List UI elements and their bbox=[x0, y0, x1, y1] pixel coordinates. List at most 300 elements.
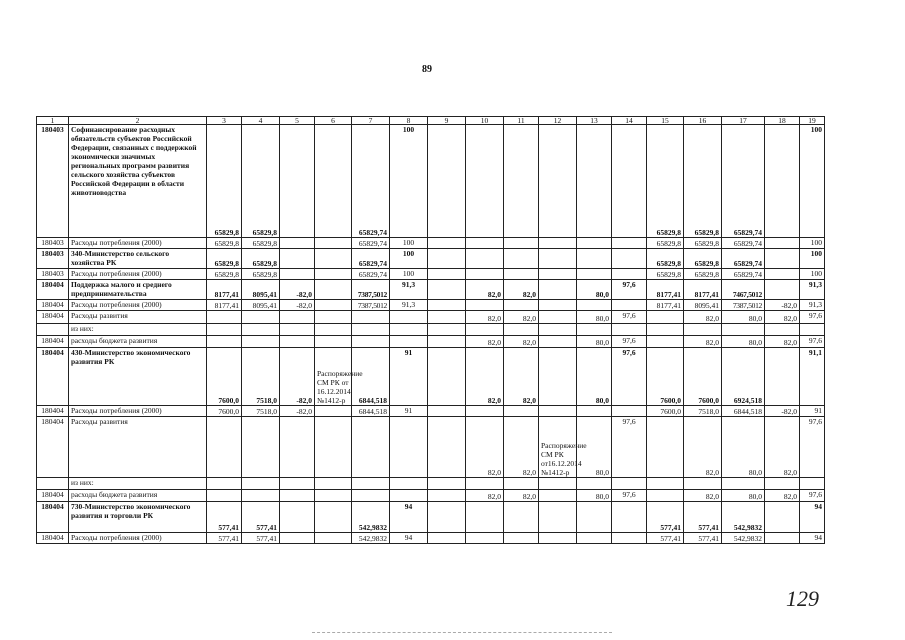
table-row bbox=[37, 300, 825, 311]
cell-col-3: 65829,8 bbox=[207, 238, 242, 249]
cell-col-8 bbox=[390, 324, 428, 336]
cell-col-13 bbox=[577, 324, 612, 336]
header-cell: 14 bbox=[612, 117, 647, 125]
cell-col-18: -82,0 bbox=[765, 300, 800, 311]
cell-col-11: 82,0 bbox=[504, 348, 539, 406]
cell-col-9 bbox=[428, 348, 466, 406]
cell-col-12: Распоряжение СМ РК от16.12.2014 №1412-р bbox=[539, 417, 577, 478]
cell-col-18 bbox=[765, 280, 800, 300]
table-row bbox=[37, 336, 825, 348]
cell-col-11 bbox=[504, 300, 539, 311]
cell-col-19: 97,6 bbox=[800, 336, 825, 348]
cell-col-16: 82,0 bbox=[684, 417, 722, 478]
cell-col-3: 577,41 bbox=[207, 502, 242, 533]
cell-col-19: 97,6 bbox=[800, 417, 825, 478]
cell-col-16: 65829,8 bbox=[684, 238, 722, 249]
cell-col-18: 82,0 bbox=[765, 417, 800, 478]
cell-col-10 bbox=[466, 406, 504, 417]
header-cell: 4 bbox=[242, 117, 280, 125]
cell-col-11 bbox=[504, 406, 539, 417]
row-name: Расходы потребления (2000) bbox=[69, 533, 207, 544]
header-cell: 9 bbox=[428, 117, 466, 125]
cell-col-15: 577,41 bbox=[647, 502, 684, 533]
cell-col-17: 6924,518 bbox=[722, 348, 765, 406]
cell-col-11 bbox=[504, 249, 539, 269]
cell-col-14 bbox=[612, 238, 647, 249]
cell-col-9 bbox=[428, 417, 466, 478]
cell-col-9 bbox=[428, 238, 466, 249]
row-code: 180404 bbox=[37, 417, 69, 478]
table-row bbox=[37, 269, 825, 280]
header-cell: 17 bbox=[722, 117, 765, 125]
cell-col-15 bbox=[647, 478, 684, 490]
cell-col-4: 577,41 bbox=[242, 502, 280, 533]
cell-col-4 bbox=[242, 324, 280, 336]
cell-col-18 bbox=[765, 348, 800, 406]
cell-col-17 bbox=[722, 478, 765, 490]
cell-col-11: 82,0 bbox=[504, 280, 539, 300]
cell-col-19: 94 bbox=[800, 533, 825, 544]
table-row bbox=[37, 502, 825, 533]
cell-col-10 bbox=[466, 502, 504, 533]
cell-col-9 bbox=[428, 269, 466, 280]
cell-col-7: 6844,518 bbox=[352, 406, 390, 417]
cell-col-12 bbox=[539, 238, 577, 249]
table-row bbox=[37, 280, 825, 300]
row-code: 180404 bbox=[37, 300, 69, 311]
header-cell: 11 bbox=[504, 117, 539, 125]
cell-col-16: 577,41 bbox=[684, 502, 722, 533]
cell-col-16: 65829,8 bbox=[684, 249, 722, 269]
cell-col-19: 100 bbox=[800, 249, 825, 269]
cell-col-16: 8095,41 bbox=[684, 300, 722, 311]
cell-col-13 bbox=[577, 300, 612, 311]
cell-col-11: 82,0 bbox=[504, 311, 539, 324]
cell-col-19: 97,6 bbox=[800, 490, 825, 502]
cell-col-15 bbox=[647, 490, 684, 502]
cell-col-16: 82,0 bbox=[684, 490, 722, 502]
row-code: 180403 bbox=[37, 249, 69, 269]
header-cell: 10 bbox=[466, 117, 504, 125]
cell-col-4: 577,41 bbox=[242, 533, 280, 544]
cell-col-9 bbox=[428, 324, 466, 336]
cell-col-16 bbox=[684, 324, 722, 336]
page-number: 89 bbox=[422, 64, 432, 75]
cell-col-7: 65829,74 bbox=[352, 249, 390, 269]
cell-col-19: 100 bbox=[800, 125, 825, 238]
cell-col-6 bbox=[315, 125, 352, 238]
cell-col-13 bbox=[577, 502, 612, 533]
cell-col-4 bbox=[242, 336, 280, 348]
cell-col-18 bbox=[765, 324, 800, 336]
cell-col-8: 100 bbox=[390, 269, 428, 280]
header-cell: 15 bbox=[647, 117, 684, 125]
cell-col-13: 80,0 bbox=[577, 348, 612, 406]
cell-col-18: 82,0 bbox=[765, 490, 800, 502]
cell-col-5: -82,0 bbox=[280, 406, 315, 417]
cell-col-9 bbox=[428, 490, 466, 502]
cell-col-17: 65829,74 bbox=[722, 125, 765, 238]
cell-col-18 bbox=[765, 269, 800, 280]
table-row bbox=[37, 324, 825, 336]
cell-col-5 bbox=[280, 324, 315, 336]
cell-col-9 bbox=[428, 406, 466, 417]
cell-col-3: 7600,0 bbox=[207, 406, 242, 417]
cell-col-14 bbox=[612, 249, 647, 269]
header-cell: 12 bbox=[539, 117, 577, 125]
cell-col-14 bbox=[612, 125, 647, 238]
cell-col-3: 8177,41 bbox=[207, 280, 242, 300]
cell-col-8 bbox=[390, 490, 428, 502]
row-name: Софинансирование расходных обязательств субъектов Российской Федерации, связанных с поддержкой экономически значимых региональных программ развития сельского хозяйства субъектов Российской Федерации в области животноводства bbox=[69, 125, 207, 238]
cell-col-6 bbox=[315, 406, 352, 417]
cell-col-6 bbox=[315, 490, 352, 502]
cell-col-17: 542,9832 bbox=[722, 533, 765, 544]
cell-col-10 bbox=[466, 533, 504, 544]
cell-col-19: 97,6 bbox=[800, 311, 825, 324]
cell-col-16: 65829,8 bbox=[684, 125, 722, 238]
row-name: Расходы развития bbox=[69, 417, 207, 478]
cell-col-8: 94 bbox=[390, 502, 428, 533]
budget-table bbox=[36, 116, 825, 544]
cell-col-13: 80,0 bbox=[577, 280, 612, 300]
cell-col-6: Распоряжение СМ РК от 16.12.2014 №1412-р bbox=[315, 348, 352, 406]
cell-col-11 bbox=[504, 478, 539, 490]
cell-col-18 bbox=[765, 478, 800, 490]
cell-col-7: 6844,518 bbox=[352, 348, 390, 406]
cell-col-6 bbox=[315, 417, 352, 478]
cell-col-13: 80,0 bbox=[577, 311, 612, 324]
cell-col-5: -82,0 bbox=[280, 348, 315, 406]
cell-col-4: 65829,8 bbox=[242, 125, 280, 238]
cell-col-9 bbox=[428, 478, 466, 490]
row-name: 730-Министерство экономического развития и торговли РК bbox=[69, 502, 207, 533]
cell-col-8 bbox=[390, 417, 428, 478]
cell-col-16: 82,0 bbox=[684, 336, 722, 348]
cell-col-11 bbox=[504, 269, 539, 280]
cell-col-8 bbox=[390, 311, 428, 324]
header-cell: 3 bbox=[207, 117, 242, 125]
cell-col-5 bbox=[280, 269, 315, 280]
cell-col-4: 65829,8 bbox=[242, 238, 280, 249]
cell-col-7: 65829,74 bbox=[352, 269, 390, 280]
cell-col-7: 542,9832 bbox=[352, 502, 390, 533]
cell-col-11: 82,0 bbox=[504, 417, 539, 478]
cell-col-14 bbox=[612, 300, 647, 311]
cell-col-8: 91 bbox=[390, 348, 428, 406]
cell-col-13 bbox=[577, 533, 612, 544]
cell-col-7 bbox=[352, 324, 390, 336]
table-row bbox=[37, 238, 825, 249]
cell-col-16: 7600,0 bbox=[684, 348, 722, 406]
cell-col-17 bbox=[722, 324, 765, 336]
row-code: 180404 bbox=[37, 406, 69, 417]
header-row bbox=[37, 117, 825, 125]
cell-col-13 bbox=[577, 406, 612, 417]
cell-col-19: 91,1 bbox=[800, 348, 825, 406]
table-body bbox=[37, 117, 825, 544]
row-code: 180404 bbox=[37, 311, 69, 324]
cell-col-9 bbox=[428, 311, 466, 324]
cell-col-14: 97,6 bbox=[612, 348, 647, 406]
cell-col-10 bbox=[466, 478, 504, 490]
cell-col-9 bbox=[428, 125, 466, 238]
cell-col-12 bbox=[539, 502, 577, 533]
cell-col-12 bbox=[539, 324, 577, 336]
table-row bbox=[37, 406, 825, 417]
cell-col-19 bbox=[800, 324, 825, 336]
cell-col-7: 542,9832 bbox=[352, 533, 390, 544]
cell-col-11 bbox=[504, 238, 539, 249]
cell-col-3 bbox=[207, 417, 242, 478]
cell-col-12 bbox=[539, 490, 577, 502]
cell-col-15 bbox=[647, 336, 684, 348]
cell-col-10: 82,0 bbox=[466, 348, 504, 406]
header-cell: 1 bbox=[37, 117, 69, 125]
cell-col-8: 94 bbox=[390, 533, 428, 544]
cell-col-12 bbox=[539, 336, 577, 348]
cell-col-6 bbox=[315, 280, 352, 300]
cell-col-12 bbox=[539, 533, 577, 544]
row-name: Поддержка малого и среднего предпринимательства bbox=[69, 280, 207, 300]
cell-col-11 bbox=[504, 502, 539, 533]
cell-col-5 bbox=[280, 238, 315, 249]
cell-col-12 bbox=[539, 269, 577, 280]
cell-col-5 bbox=[280, 311, 315, 324]
row-code: 180404 bbox=[37, 502, 69, 533]
cell-col-14 bbox=[612, 406, 647, 417]
header-cell: 16 bbox=[684, 117, 722, 125]
cell-col-19: 91 bbox=[800, 406, 825, 417]
row-code: 180404 bbox=[37, 348, 69, 406]
cell-col-6 bbox=[315, 238, 352, 249]
cell-col-5 bbox=[280, 533, 315, 544]
row-code: 180403 bbox=[37, 238, 69, 249]
cell-col-7 bbox=[352, 311, 390, 324]
cell-col-14: 97,6 bbox=[612, 417, 647, 478]
cell-col-15: 65829,8 bbox=[647, 269, 684, 280]
row-name: Расходы потребления (2000) bbox=[69, 269, 207, 280]
cell-col-10 bbox=[466, 300, 504, 311]
cell-col-8 bbox=[390, 336, 428, 348]
row-name: Расходы потребления (2000) bbox=[69, 238, 207, 249]
header-cell: 8 bbox=[390, 117, 428, 125]
cell-col-10 bbox=[466, 269, 504, 280]
table-row bbox=[37, 348, 825, 406]
cell-col-19: 100 bbox=[800, 238, 825, 249]
cell-col-6 bbox=[315, 269, 352, 280]
table-row bbox=[37, 533, 825, 544]
cell-col-11: 82,0 bbox=[504, 336, 539, 348]
cell-col-15: 8177,41 bbox=[647, 300, 684, 311]
cell-col-17: 65829,74 bbox=[722, 249, 765, 269]
header-cell: 19 bbox=[800, 117, 825, 125]
cell-col-3 bbox=[207, 478, 242, 490]
cell-col-18 bbox=[765, 125, 800, 238]
cell-col-13: 80,0 bbox=[577, 336, 612, 348]
cell-col-14: 97,6 bbox=[612, 311, 647, 324]
cell-col-16: 82,0 bbox=[684, 311, 722, 324]
cell-col-17: 7467,5012 bbox=[722, 280, 765, 300]
cell-col-11: 82,0 bbox=[504, 490, 539, 502]
cell-col-6 bbox=[315, 478, 352, 490]
cell-col-16: 7518,0 bbox=[684, 406, 722, 417]
cell-col-7: 65829,74 bbox=[352, 238, 390, 249]
cell-col-15 bbox=[647, 417, 684, 478]
cell-col-9 bbox=[428, 300, 466, 311]
cell-col-12 bbox=[539, 406, 577, 417]
cell-col-10 bbox=[466, 249, 504, 269]
header-cell: 18 bbox=[765, 117, 800, 125]
row-code bbox=[37, 324, 69, 336]
cell-col-5: -82,0 bbox=[280, 280, 315, 300]
cell-col-11 bbox=[504, 324, 539, 336]
cell-col-17: 65829,74 bbox=[722, 269, 765, 280]
cell-col-3: 65829,8 bbox=[207, 269, 242, 280]
cell-col-17: 80,0 bbox=[722, 336, 765, 348]
cell-col-15 bbox=[647, 324, 684, 336]
header-cell: 6 bbox=[315, 117, 352, 125]
cell-col-13 bbox=[577, 249, 612, 269]
row-code: 180403 bbox=[37, 125, 69, 238]
cell-col-8: 100 bbox=[390, 249, 428, 269]
header-cell: 7 bbox=[352, 117, 390, 125]
cell-col-19 bbox=[800, 478, 825, 490]
cell-col-13: 80,0 bbox=[577, 417, 612, 478]
row-code: 180403 bbox=[37, 269, 69, 280]
cell-col-15: 7600,0 bbox=[647, 406, 684, 417]
cell-col-9 bbox=[428, 280, 466, 300]
cell-col-18 bbox=[765, 502, 800, 533]
row-name: 430-Министерство экономического развития РК bbox=[69, 348, 207, 406]
cell-col-13 bbox=[577, 269, 612, 280]
cell-col-15: 7600,0 bbox=[647, 348, 684, 406]
cell-col-13 bbox=[577, 478, 612, 490]
cell-col-17: 7387,5012 bbox=[722, 300, 765, 311]
row-code: 180404 bbox=[37, 533, 69, 544]
cell-col-6 bbox=[315, 336, 352, 348]
cell-col-6 bbox=[315, 324, 352, 336]
cell-col-9 bbox=[428, 533, 466, 544]
cell-col-19: 100 bbox=[800, 269, 825, 280]
cell-col-4: 7518,0 bbox=[242, 348, 280, 406]
cell-col-18 bbox=[765, 533, 800, 544]
cell-col-17: 80,0 bbox=[722, 417, 765, 478]
handwritten-signature: 129 bbox=[786, 586, 819, 611]
cell-col-10 bbox=[466, 238, 504, 249]
cell-col-9 bbox=[428, 249, 466, 269]
cell-col-14 bbox=[612, 478, 647, 490]
table-row bbox=[37, 490, 825, 502]
cell-col-4 bbox=[242, 417, 280, 478]
cell-col-5 bbox=[280, 417, 315, 478]
cell-col-4: 65829,8 bbox=[242, 249, 280, 269]
cell-col-4: 65829,8 bbox=[242, 269, 280, 280]
cell-col-5 bbox=[280, 336, 315, 348]
table-row bbox=[37, 311, 825, 324]
cell-col-12 bbox=[539, 311, 577, 324]
cell-col-4: 8095,41 bbox=[242, 280, 280, 300]
cell-col-18: -82,0 bbox=[765, 406, 800, 417]
cell-col-17: 6844,518 bbox=[722, 406, 765, 417]
row-name: расходы бюджета развития bbox=[69, 336, 207, 348]
table-row bbox=[37, 478, 825, 490]
cell-col-17: 80,0 bbox=[722, 490, 765, 502]
cell-col-8: 100 bbox=[390, 238, 428, 249]
cell-col-13 bbox=[577, 125, 612, 238]
cell-col-7 bbox=[352, 490, 390, 502]
cell-col-3 bbox=[207, 336, 242, 348]
cell-col-3: 65829,8 bbox=[207, 125, 242, 238]
cell-col-15: 8177,41 bbox=[647, 280, 684, 300]
cell-col-5 bbox=[280, 478, 315, 490]
cell-col-3: 7600,0 bbox=[207, 348, 242, 406]
cell-col-12 bbox=[539, 249, 577, 269]
cell-col-8 bbox=[390, 478, 428, 490]
cell-col-13 bbox=[577, 238, 612, 249]
cell-col-17: 542,9832 bbox=[722, 502, 765, 533]
cell-col-3 bbox=[207, 324, 242, 336]
cell-col-3: 8177,41 bbox=[207, 300, 242, 311]
cell-col-14 bbox=[612, 502, 647, 533]
cell-col-4: 8095,41 bbox=[242, 300, 280, 311]
cell-col-14 bbox=[612, 533, 647, 544]
cell-col-4: 7518,0 bbox=[242, 406, 280, 417]
cell-col-14 bbox=[612, 269, 647, 280]
cell-col-6 bbox=[315, 300, 352, 311]
cell-col-17: 80,0 bbox=[722, 311, 765, 324]
cell-col-5: -82,0 bbox=[280, 300, 315, 311]
cell-col-8: 91,3 bbox=[390, 280, 428, 300]
cell-col-16: 8177,41 bbox=[684, 280, 722, 300]
cell-col-9 bbox=[428, 336, 466, 348]
row-code bbox=[37, 478, 69, 490]
cell-col-10 bbox=[466, 324, 504, 336]
cell-col-15: 65829,8 bbox=[647, 249, 684, 269]
cell-col-14: 97,6 bbox=[612, 336, 647, 348]
cell-col-3 bbox=[207, 490, 242, 502]
cell-col-16: 65829,8 bbox=[684, 269, 722, 280]
cell-col-9 bbox=[428, 502, 466, 533]
table-row bbox=[37, 249, 825, 269]
cell-col-16: 577,41 bbox=[684, 533, 722, 544]
cell-col-3: 65829,8 bbox=[207, 249, 242, 269]
row-name: расходы бюджета развития bbox=[69, 490, 207, 502]
row-code: 180404 bbox=[37, 336, 69, 348]
row-name: 340-Министерство сельского хозяйства РК bbox=[69, 249, 207, 269]
cell-col-3: 577,41 bbox=[207, 533, 242, 544]
cell-col-18: 82,0 bbox=[765, 311, 800, 324]
cell-col-18 bbox=[765, 249, 800, 269]
cell-col-5 bbox=[280, 249, 315, 269]
cell-col-4 bbox=[242, 311, 280, 324]
cell-col-10: 82,0 bbox=[466, 336, 504, 348]
row-name: из них: bbox=[69, 324, 207, 336]
cell-col-5 bbox=[280, 125, 315, 238]
cell-col-15: 65829,8 bbox=[647, 125, 684, 238]
cell-col-14: 97,6 bbox=[612, 280, 647, 300]
cell-col-8: 91 bbox=[390, 406, 428, 417]
cell-col-18 bbox=[765, 238, 800, 249]
row-name: Расходы потребления (2000) bbox=[69, 300, 207, 311]
cell-col-7: 7387,5012 bbox=[352, 300, 390, 311]
cell-col-12 bbox=[539, 478, 577, 490]
row-name: из них: bbox=[69, 478, 207, 490]
cell-col-7: 7387,5012 bbox=[352, 280, 390, 300]
cell-col-15 bbox=[647, 311, 684, 324]
cell-col-18: 82,0 bbox=[765, 336, 800, 348]
cell-col-15: 65829,8 bbox=[647, 238, 684, 249]
